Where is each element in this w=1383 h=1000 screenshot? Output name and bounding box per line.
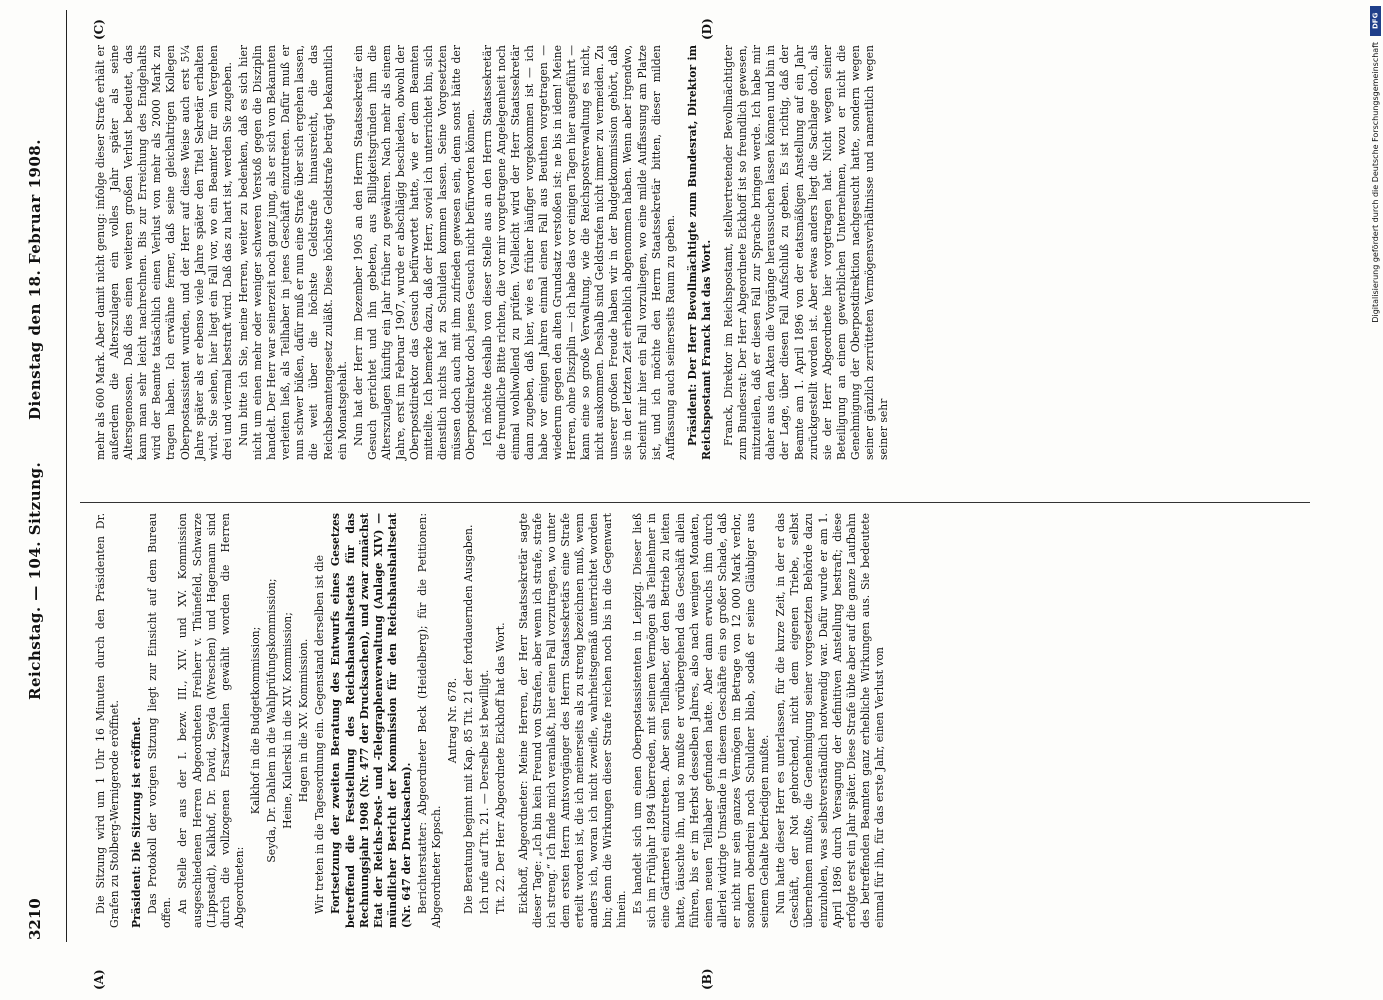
header-rule	[66, 10, 67, 942]
paragraph: Berichterstatter: Abgeordneter Beck (Heidelberg); für die Petitionen: Abgeordneter Kopsch.	[415, 513, 444, 928]
paragraph: Nun hat der Herr im Dezember 1905 an den Herrn Staatssekretär ein Gesuch gerichtet und ihn gebeten, aus Billigkeitsgründen ihm die Alterszulagen künftig ein Jahr früher zu gewähren. Nach mehr als einem Jahre, erst im Februar 1907, wurde er abschlägig beschieden, obwohl der Oberpostdirektor das Gesuch befürwortet hatte, wie er dem Beamten mitteilte. Ich bemerke dazu, daß der Herr, soviel ich unterrichtet bin, sich dienstlich nichts hat zu Schulden kommen lassen. Seine Vorgesetzten müssen doch auch mit ihm zufrieden gewesen sein, denn sonst hätte der Oberpostdirektor doch jenes Gesuch nicht befürworten können.	[351, 45, 478, 460]
paragraph: An Stelle der aus der I. bezw. III., XIV. und XV. Kommission ausgeschiedenen Herren Abgeordneten Freiherr v. Thünefeld, Schwarze (Lippstadt), Kalkhof, Dr. David, Seyda (Wreschen) und Hagemann sind durch die vollzogenen Ersatzwahlen gewählt worden die Herren Abgeordneten:	[176, 513, 246, 928]
paragraph: Ich möchte deshalb von dieser Stelle aus an den Herrn Staatssekretär die freundliche Bitte richten, die vor mir vorgetragene Angelegenheit noch einmal wohlwollend zu prüfen. Vielleicht wird der Herr Staatssekretär dann zugeben, daß hier, wie es früher häufiger vorgekommen ist — ich habe vor einigen Jahren einmal einen Fall aus Beuthen vorgetragen — wiederum gegen den alten Grundsatz verstoßen ist: ne bis in idem! Meine Herren, ohne Disziplin — ich habe das vor einigen Tagen hier ausgeführt — kann eine so große Verwaltung, wie die Reichspostverwaltung es nicht, nicht auskommen. Deshalb sind Geldstrafen nicht immer zu vermeiden. Zu unserer großen Freude haben wir in der Budgetkommission gehört, daß sie in der letzten Zeit erheblich abgenommen haben. Wenn aber irgendwo, scheint mir hier ein Fall vorzuliegen, wo eine milde Auffassung am Platze ist, und ich möchte den Herrn Staatssekretär bitten, dieser milden Auffassung auch seinerseits Raum zu geben.	[480, 45, 677, 460]
paragraph: Ich rufe auf Tit. 21. — Derselbe ist bewilligt.	[478, 669, 492, 914]
paragraph: Kalkhof in die Budgetkommission;	[248, 626, 262, 815]
running-header-center: Reichstag. — 104. Sitzung.	[26, 461, 44, 700]
left-column	[94, 513, 889, 928]
margin-marker-b: (B)	[700, 968, 714, 990]
paragraph: Hagen in die XV. Kommission.	[297, 638, 311, 803]
column-divider	[80, 502, 1310, 503]
right-column	[94, 45, 893, 460]
paragraph: Präsident: Der Herr Bevollmächtigte zum Bundesrat, Direktor im Reichspostamt Franck hat das Wort.	[685, 45, 713, 460]
paragraph: Franck, Direktor im Reichspostamt, stellvertretender Bevollmächtigter zum Bundesrat: Der Herr Abgeordnete Eickhoff ist so freundlich gewesen, mitzuteilen, daß er diesen Fall zur Sprache bringen werde. Ich habe mir daher aus den Akten die Vorgänge heraussuchen lassen können und bin in der Lage, über diesen Fall Aufschluß zu geben. Es ist richtig, daß der Beamte am 1. April 1896 von der etatsmäßigen Anstellung auf ein Jahr zurückgestellt worden ist. Aber etwas anders liegt die Sachlage doch, als sie der Herr Abgeordnete hier vorgetragen hat. Nicht wegen seiner Beteiligung an einem gewerblichen Unternehmen, wozu er nicht die Genehmigung der Oberpostdirektion nachgesucht hatte, sondern wegen seiner gänzlich zerrütteten Vermögensverhältnisse und namentlich wegen seiner sehr	[722, 45, 891, 460]
dfg-logo: DFG	[1370, 6, 1381, 36]
paragraph: Seyda, Dr. Dahlem in die Wahlprüfungskommission;	[265, 578, 279, 863]
paragraph: Eickhoff, Abgeordneter: Meine Herren, der Herr Staatssekretär sagte dieser Tage: „Ich bin kein Freund von Strafen, aber wenn ich strafe, strafe ich streng.“ Ich finde mich veranlaßt, hier einen Fall vorzutragen, wo unter dem ersten Herrn Amtsvorgänger des Herrn Staatssekretärs eine Strafe erteilt worden ist, die ich meinerseits als zu streng bezeichnen muß, wenn anders ich, woran ich nicht zweifle, wahrheitsgemäß unterrichtet worden bin; denn die Wirkungen dieser Strafe reichen noch bis in die Gegenwart hinein.	[516, 513, 629, 928]
digitization-credit: Digitalisierung gefördert durch die Deutsche Forschungsgemeinschaft	[1371, 42, 1380, 323]
paragraph: Es handelt sich um einen Oberpostassistenten in Leipzig. Dieser ließ sich im Frühjahr 1894 überreden, mit seinem Vermögen als Teilnehmer in eine Gärtnerei einzutreten. Aber sein Teilhaber, der den Betrieb zu leiten hatte, täuschte ihn, und so mußte er vorübergehend das Geschäft allein führen, bis er im Herbst desselben Jahres, also nach wenigen Monaten, einen neuen Teilhaber gefunden hatte. Aber dann erwuchs ihm durch allerlei widrige Umstände in diesem Geschäfte ein so großer Schade, daß er nicht nur sein ganzes Vermögen im Betrage von 12 000 Mark verlor, sondern obendrein noch Schuldner blieb, sodaß er seine Gläubiger aus seinem Gehalte befriedigen mußte.	[631, 513, 772, 928]
paragraph: Wir treten in die Tagesordnung ein. Gegenstand derselben ist die	[313, 555, 327, 914]
paragraph: Nun bitte ich Sie, meine Herren, weiter zu bedenken, daß es sich hier nicht um einen mehr oder weniger schweren Verstoß gegen die Disziplin handelt. Der Herr war seinerzeit noch ganz jung, als er sich von Bekannten verleiten ließ, als Teilhaber in jenes Geschäft einzutreten. Dafür muß er nun schwer büßen, dafür muß er nun eine Strafe über sich ergehen lassen, die weit über die höchste Geldstrafe hinausreicht, die das Reichsbeamtengesetz zuläßt. Diese höchste Geldstrafe beträgt bekanntlich ein Monatsgehalt.	[236, 45, 349, 460]
dfg-sidebar	[1370, 6, 1381, 994]
margin-marker-d: (D)	[700, 18, 714, 40]
paragraph: Antrag Nr. 678.	[446, 677, 460, 764]
paragraph: Präsident: Die Sitzung ist eröffnet.	[130, 716, 144, 928]
paragraph: Tit. 22. Der Herr Abgeordnete Eickhoff hat das Wort.	[494, 622, 508, 914]
paragraph: Die Sitzung wird um 1 Uhr 16 Minuten durch den Präsidenten Dr. Grafen zu Stolberg-Wernigerode eröffnet.	[94, 513, 122, 928]
paragraph: mehr als 600 Mark. Aber damit nicht genug: infolge dieser Strafe erhält er außerdem die Alterszulagen ein volles Jahr später als seine Altersgenossen. Daß dies einen weiteren großen Verlust bedeutet, das kann man sehr leicht nachrechnen. Bis zur Erreichung des Endgehalts wird der Beamte tatsächlich einen Verlust von mehr als 2000 Mark zu tragen haben. Ich erwähne ferner, daß seine gleichaltrigen Kollegen Oberpostassistent wurden, und der Herr auf diese Weise auch erst 5¼ Jahre später als er ebenso viele Jahre später den Titel Sekretär erhalten wird. Sie sehen, hier liegt ein Fall vor, wo ein Beamter für ein Vergehen drei und viermal bestraft wird. Daß das zu hart ist, werden Sie zugeben.	[94, 45, 234, 460]
paragraph: Fortsetzung der zweiten Beratung des Entwurfs eines Gesetzes betreffend die Feststellung des Reichshaushaltsetats für das Rechnungsjahr 1908 (Nr. 477 der Drucksachen), und zwar zunächst Etat der Reichs-Post- und -Telegraphenverwaltung (Anlage XIV) — mündlicher Bericht der Kommission für den Reichshaushaltsetat (Nr. 647 der Drucksachen).	[329, 513, 413, 928]
paragraph: Nun hatte dieser Herr es unterlassen, für die kurze Zeit, in der er das Geschäft, der Not gehorchend, nicht dem eigenen Triebe, selbst übernehmen mußte, die Genehmigung seiner vorgesetzten Behörde dazu einzuholen, was selbstverständlich notwendig war. Dafür wurde er am 1. April 1896 durch Versagung der definitiven Anstellung bestraft; diese erfolgte erst ein Jahr später. Diese Strafe übte aber auf die ganze Laufbahn des betreffenden Beamten ganz erhebliche Wirkungen aus. Sie bedeutete einmal für ihn, für das erste Jahr, einen Verlust von	[774, 513, 886, 928]
paragraph: Heine, Kulerski in die XIV. Kommission;	[281, 612, 295, 829]
margin-marker-a: (A)	[92, 969, 106, 990]
paragraph: Die Beratung beginnt mit Kap. 85 Tit. 21 der fortdauernden Ausgaben.	[462, 524, 476, 914]
running-header-date: Dienstag den 18. Februar 1908.	[26, 139, 44, 420]
margin-marker-c: (C)	[92, 19, 106, 40]
page-number: 3210	[26, 898, 44, 940]
paragraph: Das Protokoll der vorigen Sitzung liegt zur Einsicht auf dem Bureau offen.	[146, 513, 174, 928]
